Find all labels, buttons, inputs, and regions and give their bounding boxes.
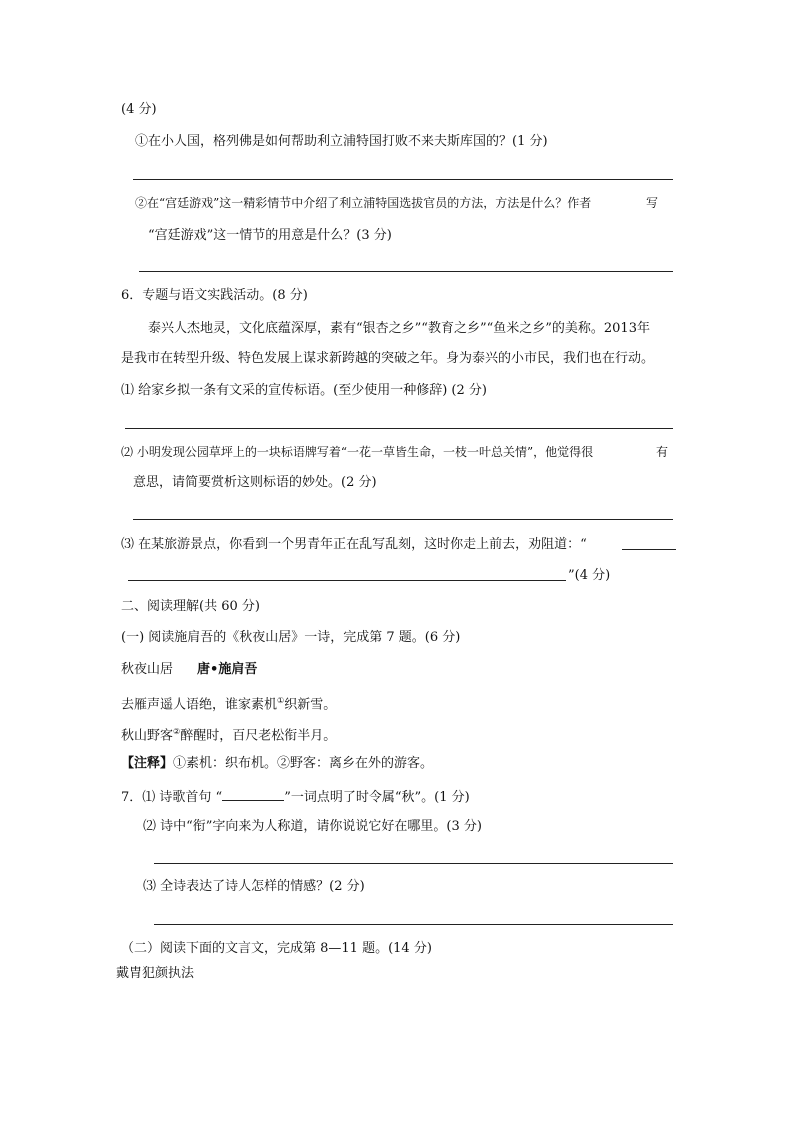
answer-blank <box>622 549 676 550</box>
q5-subquestion-2-tail: 写 <box>646 196 659 210</box>
q7-subquestion-2: ⑵ 诗中“衔”字向来为人称道，请你说说它好在哪里。(3 分) <box>143 819 482 834</box>
notes-label: 【注释】 <box>121 756 174 771</box>
q6-subquestion-2-line2: 意思，请简要赏析这则标语的妙处。(2 分) <box>133 475 377 490</box>
poem-author: 唐•施肩吾 <box>197 662 258 677</box>
answer-line <box>139 271 673 272</box>
q6-paragraph-line1: 泰兴人杰地灵，文化底蕴深厚，素有“银杏之乡”“教育之乡”“鱼米之乡”的美称。2013年 <box>148 321 650 336</box>
poem-title-line <box>121 661 257 679</box>
notes-text: ①素机：织布机。②野客：离乡在外的游客。 <box>173 756 434 771</box>
poem-line-2-start: 秋山野客 <box>121 728 174 744</box>
q6-title: 6．专题与语文实践活动。(8 分) <box>121 288 308 303</box>
q6-paragraph-line2: 是我市在转型升级、特色发展上谋求新跨越的突破之年。身为泰兴的小市民，我们也在行动。 <box>121 351 655 366</box>
poem-line-1-start: 去雁声遥人语绝，谁家素机 <box>121 697 278 713</box>
poem-line-1 <box>121 692 336 714</box>
answer-line <box>154 863 673 864</box>
q7-subquestion-1 <box>121 786 470 807</box>
section2-title: 二、阅读理解(共 60 分) <box>121 599 260 614</box>
poem-line-1-end: 织新雪。 <box>284 697 337 713</box>
answer-line <box>128 580 566 581</box>
q6-subquestion-2-line1: ⑵ 小明发现公园草坪上的一块标语牌写着“一花一草皆生命，一枝一叶总关情”，他觉得很 <box>121 445 594 459</box>
footnote-marker-1: ① <box>277 696 285 705</box>
q5-score: (4 分) <box>121 102 157 117</box>
poem-notes <box>121 755 433 773</box>
q7-subquestion-1-start: 7．⑴ 诗歌首句 “ <box>121 790 223 805</box>
answer-line <box>154 924 673 925</box>
q6-subquestion-2-tail: 有 <box>656 445 669 459</box>
answer-line <box>125 428 673 429</box>
poem-title: 秋夜山居 <box>121 662 174 677</box>
poem-line-2-end: 醉醒时，百尺老松衔半月。 <box>180 728 337 744</box>
answer-line <box>133 519 673 520</box>
q7-subquestion-1-end: ”一词点明了时令属“秋”。(1 分) <box>284 790 470 805</box>
q6-subquestion-1: ⑴ 给家乡拟一条有文采的宣传标语。(至少使用一种修辞) (2 分) <box>121 383 487 398</box>
footnote-marker-2: ② <box>173 727 181 736</box>
part2-heading: 戴胄犯颜执法 <box>116 966 195 981</box>
q6-subquestion-3-tail: ”(4 分) <box>568 568 611 583</box>
answer-blank <box>222 786 284 801</box>
q5-subquestion-2-line2: “宫廷游戏”这一情节的用意是什么？(3 分) <box>148 228 392 243</box>
section2-part1-title: (一) 阅读施肩吾的《秋夜山居》一诗，完成第 7 题。(6 分) <box>121 630 461 645</box>
q6-subquestion-3-line1: ⑶ 在某旅游景点，你看到一个男青年正在乱写乱刻，这时你走上前去，劝阻道：“ <box>121 537 587 552</box>
q7-subquestion-3: ⑶ 全诗表达了诗人怎样的情感？(2 分) <box>143 879 365 894</box>
q5-subquestion-1: ①在小人国，格列佛是如何帮助利立浦特国打败不来夫斯库国的？(1 分) <box>135 134 548 149</box>
part2-title: （二）阅读下面的文言文，完成第 8—11 题。(14 分) <box>121 941 432 956</box>
q5-subquestion-2-line1: ②在“宫廷游戏”这一精彩情节中介绍了利立浦特国选拔官员的方法，方法是什么？作者 <box>135 196 592 210</box>
poem-line-2 <box>121 723 336 745</box>
answer-line <box>133 179 673 180</box>
